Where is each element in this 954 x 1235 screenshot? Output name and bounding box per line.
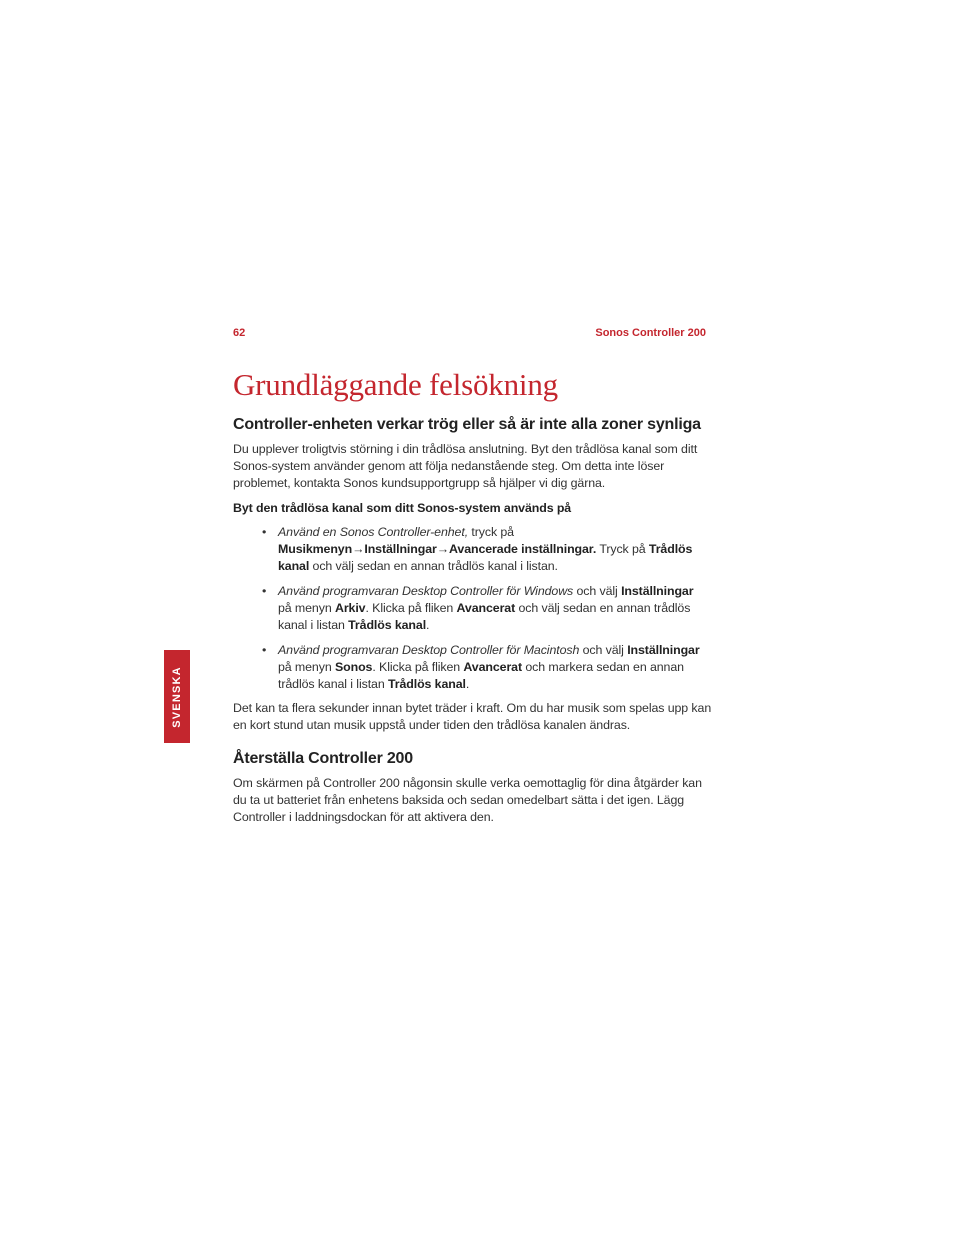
reset-paragraph: Om skärmen på Controller 200 någonsin skulle verka oemottaglig för dina åtgärder kan du ta ut batteriet från enhetens baksida och sedan omedelbart sätta i det igen. Lägg Controller i laddningsdockan för att aktivera den. [233, 776, 702, 824]
bullet-dot-icon: • [262, 525, 267, 539]
after-paragraph: Det kan ta flera sekunder innan bytet träder i kraft. Om du har musik som spelas upp kan en kort stund utan musik uppstå under tiden den trådlösa kanalen ändras. [233, 701, 712, 732]
procedure-list [233, 524, 713, 693]
page-title: Grundläggande felsökning [233, 367, 558, 402]
section-heading-reset: Återställa Controller 200 [233, 750, 413, 767]
arrow-icon: → [352, 542, 365, 556]
intro-paragraph: Du upplever troligtvis störning i din trådlösa anslutning. Byt den trådlösa kanal som ditt Sonos-system använder genom att följa nedanstående steg. Om detta inte löser problemet, kontakta Sonos kundsupportgrupp så hjälper vi dig gärna. [233, 442, 698, 490]
list-item: • Använd programvaran Desktop Controller för Macintosh och välj Inställningar på menyn Sonos. Klicka på fliken Avancerat och markera sedan en annan trådlös kanal i listan Trådlös kanal. [262, 643, 700, 691]
bullet-dot-icon: • [262, 584, 267, 598]
page-content [233, 362, 713, 826]
procedure-heading: Byt den trådlösa kanal som ditt Sonos-system används på [233, 501, 572, 515]
bullet-dot-icon: • [262, 643, 267, 657]
list-item: • Använd en Sonos Controller-enhet, tryck på Musikmenyn→Inställningar→Avancerade inställningar. Tryck på Trådlös kanal och välj sedan en annan trådlös kanal i listan. [262, 525, 693, 573]
language-tab [164, 650, 190, 743]
language-tab-label: SVENSKA [171, 665, 183, 728]
running-header-title: Sonos Controller 200 [595, 327, 706, 339]
section-heading-slow-controller: Controller-enheten verkar trög eller så är inte alla zoner synliga [233, 416, 701, 433]
list-item: • Använd programvaran Desktop Controller för Windows och välj Inställningar på menyn Arkiv. Klicka på fliken Avancerat och välj sedan en annan trådlös kanal i listan Trådlös kanal. [262, 584, 694, 632]
arrow-icon: → [436, 542, 450, 556]
page-number: 62 [233, 327, 246, 339]
